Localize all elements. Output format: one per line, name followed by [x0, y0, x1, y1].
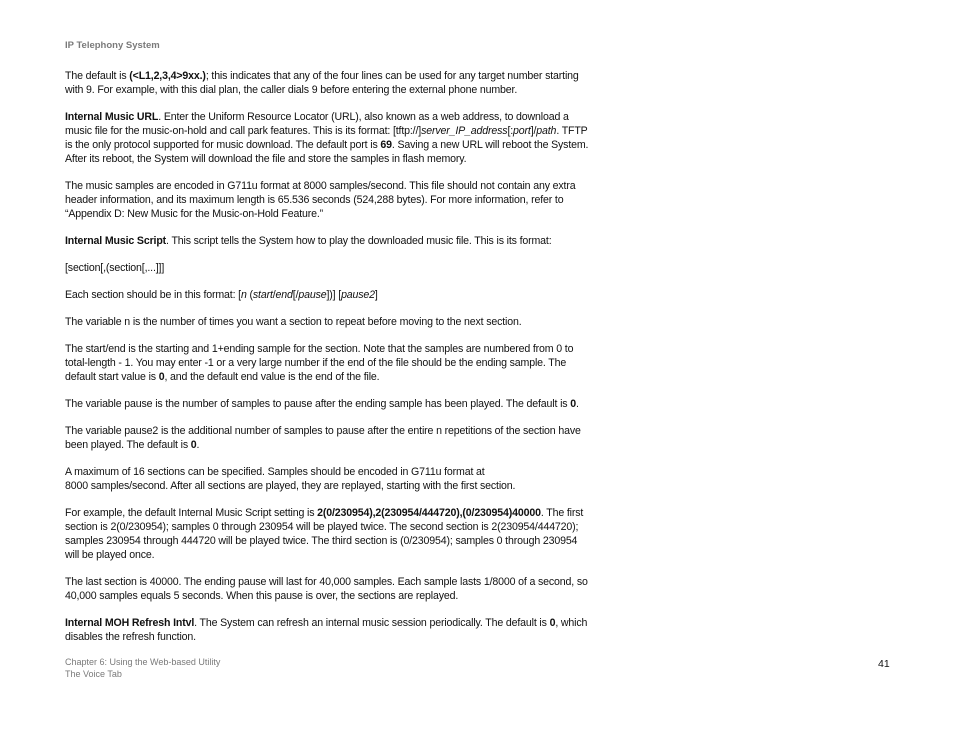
section-format-paragraph: Each section should be in this format: [n (start/end[/pause])] [pause2] [65, 289, 378, 301]
internal-music-url-paragraph: Internal Music URL. Enter the Uniform Resource Locator (URL), also known as a web address, to download a music file for the music-on-hold and call park features. This is its format: [tftp://]server_IP_address[:port]/path. TFTP is the only protocol supported for music download. The default port is 69. Saving a new URL will reboot the System. After its reboot, the System will download the file and store the samples in flash memory. [65, 111, 589, 165]
start-end-paragraph: The start/end is the starting and 1+ending sample for the section. Note that the samples are numbered from 0 to total-length - 1. You may enter -1 or a very large number if the end of the file should be the ending sample. The default start value is 0, and the default end value is the end of the file. [65, 343, 574, 383]
page-number: 41 [878, 658, 890, 670]
music-samples-paragraph: The music samples are encoded in G711u format at 8000 samples/second. This file should not contain any extra header information, and its maximum length is 65.536 seconds (524,288 bytes). For more information, refer to “Appendix D: New Music for the Music-on-Hold Feature.” [65, 180, 576, 220]
footer-section: The Voice Tab [65, 668, 122, 679]
term-internal-moh-refresh-intvl: Internal MOH Refresh Intvl [65, 617, 195, 629]
footer-chapter: Chapter 6: Using the Web-based Utility [65, 657, 221, 667]
page-footer [65, 657, 220, 680]
internal-music-script-paragraph: Internal Music Script. This script tells the System how to play the downloaded music file. This is its format: [65, 235, 552, 247]
term-internal-music-url: Internal Music URL [65, 111, 159, 123]
page-body [65, 69, 593, 657]
term-internal-music-script: Internal Music Script [65, 235, 167, 247]
variable-pause-paragraph: The variable pause is the number of samples to pause after the ending sample has been played. The default is 0. [65, 398, 579, 410]
example-script-paragraph: For example, the default Internal Music Script setting is 2(0/230954),2(230954/444720),(0/230954)40000. The first section is 2(0/230954); samples 0 through 230954 will be played twice. The second section is 2(230954/444720); samples 230954 through 444720 will be played twice. The third section is (0/230954); samples 0 through 230954 will be played once. [65, 507, 584, 561]
script-format-line: [section[,(section[,...]]] [65, 262, 165, 274]
dial-plan-default-paragraph: The default is (<L1,2,3,4>9xx.); this indicates that any of the four lines can be used for any target number starting with 9. For example, with this dial plan, the caller dials 9 before entering the external phone number. [65, 70, 579, 96]
running-header: IP Telephony System [65, 40, 160, 51]
max-sections-paragraph: A maximum of 16 sections can be specified. Samples should be encoded in G711u format at 8000 samples/second. After all sections are played, they are replayed, starting with the first section. [65, 466, 516, 492]
variable-n-paragraph: The variable n is the number of times you want a section to repeat before moving to the next section. [65, 316, 522, 328]
last-section-paragraph: The last section is 40000. The ending pause will last for 40,000 samples. Each sample lasts 1/8000 of a second, so 40,000 samples equals 5 seconds. When this pause is over, the sections are replayed. [65, 576, 588, 602]
moh-refresh-paragraph: Internal MOH Refresh Intvl. The System can refresh an internal music session periodically. The default is 0, which disables the refresh function. [65, 617, 588, 643]
variable-pause2-paragraph: The variable pause2 is the additional number of samples to pause after the entire n repetitions of the section have been played. The default is 0. [65, 425, 581, 451]
